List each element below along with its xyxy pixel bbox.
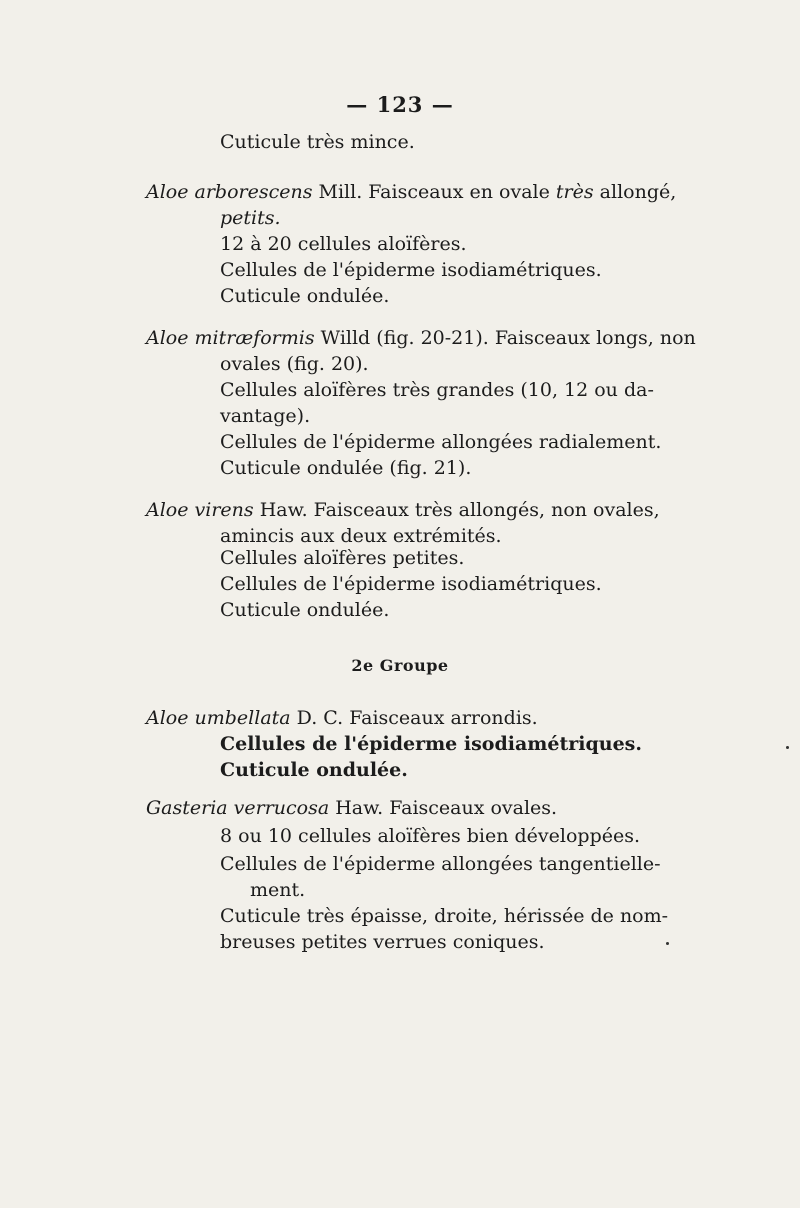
species-name: Aloe mitræformis: [146, 327, 315, 349]
arborescens-line-3: Cuticule ondulée.: [220, 285, 390, 307]
description-text: D. C. Faisceaux arrondis.: [290, 707, 538, 729]
species-name: Aloe umbellata: [146, 707, 291, 729]
mitraeformis-line-3: Cuticule ondulée (fig. 21).: [220, 457, 472, 479]
virens-line-1: Cellules aloïfères petites.: [220, 547, 465, 569]
species-name: Aloe virens: [146, 499, 254, 521]
virens-heading: [146, 498, 660, 522]
arborescens-line-2: Cellules de l'épiderme isodiamétriques.: [220, 259, 602, 281]
virens-line-2: Cellules de l'épiderme isodiamétriques.: [220, 573, 602, 595]
arborescens-line-1: 12 à 20 cellules aloïfères.: [220, 233, 467, 255]
species-name: Aloe arborescens: [146, 181, 313, 203]
species-name: Gasteria verrucosa: [146, 797, 330, 819]
description-text: Willd (fig. 20-21). Faisceaux longs, non: [314, 327, 696, 349]
gasteria-line-3a: Cuticule très épaisse, droite, hérissée de nom-: [220, 905, 669, 927]
description-text: Haw. Faisceaux très allongés, non ovales,: [253, 499, 660, 521]
mitraeformis-line-1a: Cellules aloïfères très grandes (10, 12 ou da-: [220, 379, 654, 401]
page-number: — 123 —: [346, 92, 454, 117]
umbellata-line-2: Cuticule ondulée.: [220, 759, 408, 781]
intro-line: Cuticule très mince.: [220, 131, 415, 153]
gasteria-heading: [146, 796, 557, 820]
gasteria-line-1: 8 ou 10 cellules aloïfères bien développées.: [220, 825, 641, 847]
description-text: Mill. Faisceaux en ovale: [312, 181, 556, 203]
group-heading: 2e Groupe: [351, 656, 449, 675]
arborescens-petits: petits.: [220, 207, 281, 229]
ink-speck: [666, 942, 669, 945]
gasteria-line-3b: breuses petites verrues coniques.: [220, 931, 545, 953]
mitraeformis-line-2: Cellules de l'épiderme allongées radialement.: [220, 431, 662, 453]
arborescens-heading: [146, 180, 676, 204]
description-text: allongé,: [593, 181, 677, 203]
mitraeformis-continuation: ovales (fig. 20).: [220, 353, 369, 375]
gasteria-line-2a: Cellules de l'épiderme allongées tangentielle-: [220, 853, 661, 875]
mitraeformis-line-1b: vantage).: [220, 405, 311, 427]
virens-continuation: amincis aux deux extrémités.: [220, 525, 502, 547]
umbellata-heading: [146, 706, 538, 730]
emphasis-text: très: [555, 181, 594, 203]
virens-line-3: Cuticule ondulée.: [220, 599, 390, 621]
mitraeformis-heading: [146, 326, 696, 350]
ink-speck: [786, 746, 789, 749]
umbellata-line-1: Cellules de l'épiderme isodiamétriques.: [220, 733, 642, 755]
description-text: Haw. Faisceaux ovales.: [329, 797, 558, 819]
gasteria-line-2b: ment.: [250, 879, 306, 901]
